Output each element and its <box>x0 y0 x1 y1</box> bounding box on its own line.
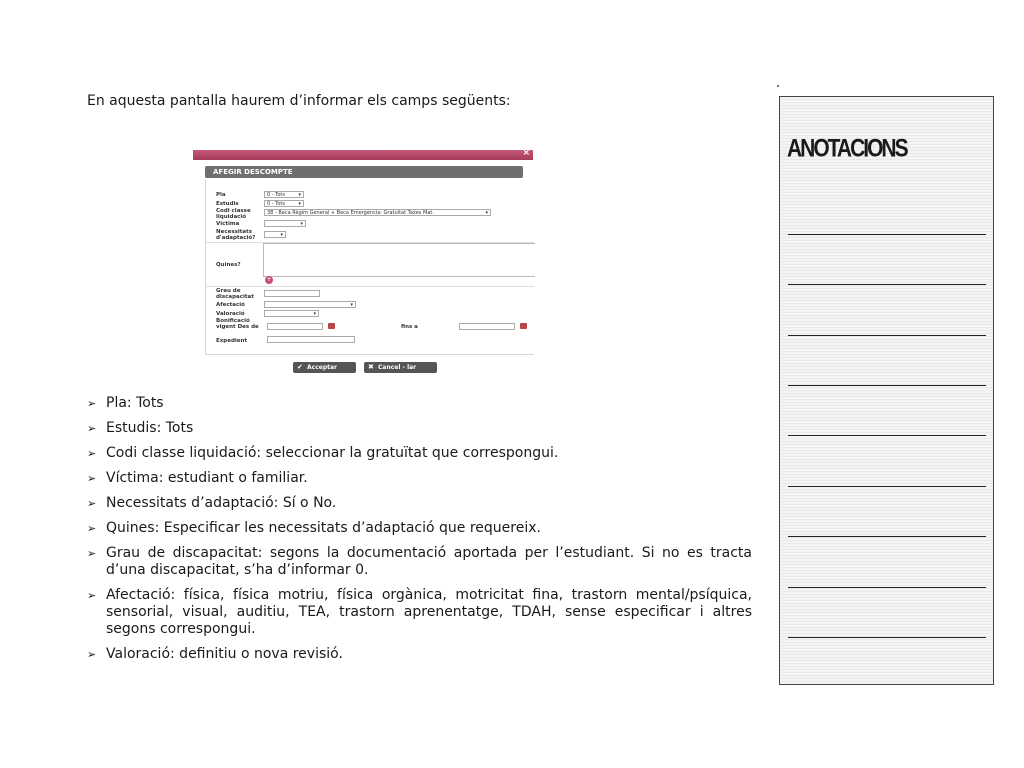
list-item-text: Quines: Especificar les necessitats d’adaptació que requereix. <box>106 520 541 536</box>
list-item <box>87 520 752 537</box>
list-item-text: Estudis: Tots <box>106 420 194 436</box>
codi-label: Codi classe liquidació <box>216 208 251 220</box>
annotation-line <box>788 637 986 638</box>
necessitats-label: Necessitats d'adaptació? <box>216 229 256 241</box>
annotation-line <box>788 335 986 336</box>
list-item <box>87 470 752 487</box>
annotations-title: ANOTACIONS <box>787 135 907 163</box>
list-item-text: Afectació: física, física motriu, física orgànica, motricitat fina, trastorn mental/psíquica, sensorial, visual, auditiu, TEA, trastorn aprenentatge, TDAH, sense especificar i altres segons correspongui. <box>106 587 752 637</box>
decorative-dot <box>777 85 779 87</box>
chevron-down-icon: ▾ <box>298 201 301 207</box>
necessitats-select[interactable] <box>264 231 286 238</box>
list-item <box>87 395 752 412</box>
pla-select[interactable] <box>264 191 304 198</box>
quines-label: Quines? <box>216 262 241 268</box>
intro-text: En aquesta pantalla haurem d’informar els camps següents: <box>87 93 511 109</box>
quines-textarea[interactable] <box>263 243 535 277</box>
annotations-panel <box>779 96 994 685</box>
arrow-bullet-icon: ➢ <box>87 497 97 510</box>
list-item-text: Codi classe liquidació: seleccionar la gratuïtat que correspongui. <box>106 445 559 461</box>
list-item-text: Pla: Tots <box>106 395 164 411</box>
list-item <box>87 545 752 579</box>
divider <box>206 286 534 287</box>
estudis-value: 0 - Tots <box>267 201 285 207</box>
list-item-text: Valoració: definitiu o nova revisió. <box>106 646 343 662</box>
calendar-icon[interactable] <box>328 323 335 329</box>
chevron-down-icon: ▾ <box>280 232 283 238</box>
check-icon: ✔ <box>297 363 303 371</box>
calendar-icon[interactable] <box>520 323 527 329</box>
arrow-bullet-icon: ➢ <box>87 547 97 560</box>
list-item <box>87 587 752 638</box>
arrow-bullet-icon: ➢ <box>87 447 97 460</box>
dialog-form <box>205 180 534 355</box>
arrow-bullet-icon: ➢ <box>87 522 97 535</box>
close-icon[interactable]: × <box>522 148 530 158</box>
codi-select[interactable] <box>264 209 491 216</box>
victima-label: Víctima <box>216 221 240 227</box>
arrow-bullet-icon: ➢ <box>87 589 97 602</box>
chevron-down-icon: ▾ <box>300 221 303 227</box>
arrow-bullet-icon: ➢ <box>87 472 97 485</box>
chevron-down-icon: ▾ <box>350 302 353 308</box>
estudis-label: Estudis <box>216 201 239 207</box>
annotation-line <box>788 385 986 386</box>
list-item <box>87 420 752 437</box>
field-description-list <box>87 395 752 671</box>
cancel-label: Cancel - lar <box>378 364 417 371</box>
annotation-line <box>788 284 986 285</box>
fins-a-input[interactable] <box>459 323 515 330</box>
list-item <box>87 495 752 512</box>
expedient-label: Expedient <box>216 338 248 344</box>
arrow-bullet-icon: ➢ <box>87 648 97 661</box>
fins-label: fins a <box>401 324 418 330</box>
victima-select[interactable] <box>264 220 306 227</box>
pla-value: 0 - Tots <box>267 192 285 198</box>
list-item-text: Víctima: estudiant o familiar. <box>106 470 308 486</box>
list-item <box>87 646 752 663</box>
des-de-input[interactable] <box>267 323 323 330</box>
accept-button[interactable] <box>293 362 356 373</box>
arrow-bullet-icon: ➢ <box>87 397 97 410</box>
accept-label: Acceptar <box>307 364 337 371</box>
annotation-line <box>788 486 986 487</box>
grau-input[interactable] <box>264 290 320 297</box>
list-item-text: Necessitats d’adaptació: Sí o No. <box>106 495 337 511</box>
close-icon: ✖ <box>368 363 374 371</box>
list-item <box>87 445 752 462</box>
annotation-line <box>788 587 986 588</box>
annotation-line <box>788 536 986 537</box>
chevron-down-icon: ▾ <box>313 311 316 317</box>
valoracio-select[interactable] <box>264 310 319 317</box>
grau-label: Grau de discapacitat <box>216 288 254 300</box>
pla-label: Pla <box>216 192 226 198</box>
afectacio-label: Afectació <box>216 302 245 308</box>
estudis-select[interactable] <box>264 200 304 207</box>
chevron-down-icon: ▾ <box>485 210 488 216</box>
dialog-screenshot <box>193 150 533 358</box>
chevron-down-icon: ▾ <box>298 192 301 198</box>
codi-value: 38 - Beca Règim General + Beca Emergència: Gratuïtat Taxes Mat. <box>267 210 434 216</box>
cancel-button[interactable] <box>364 362 437 373</box>
valoracio-label: Valoració <box>216 311 245 317</box>
annotation-line <box>788 435 986 436</box>
annotation-line <box>788 234 986 235</box>
afectacio-select[interactable] <box>264 301 356 308</box>
expedient-input[interactable] <box>267 336 355 343</box>
arrow-bullet-icon: ➢ <box>87 422 97 435</box>
add-icon[interactable]: + <box>266 276 272 283</box>
list-item-text: Grau de discapacitat: segons la documentació aportada per l’estudiant. Si no es tracta d’una discapacitat, s’ha d’informar 0. <box>106 545 752 578</box>
dialog-section-title: AFEGIR DESCOMPTE <box>205 166 523 178</box>
bonificacio-label: Bonificació vigent Des de <box>216 318 259 330</box>
dialog-titlebar <box>193 150 533 160</box>
